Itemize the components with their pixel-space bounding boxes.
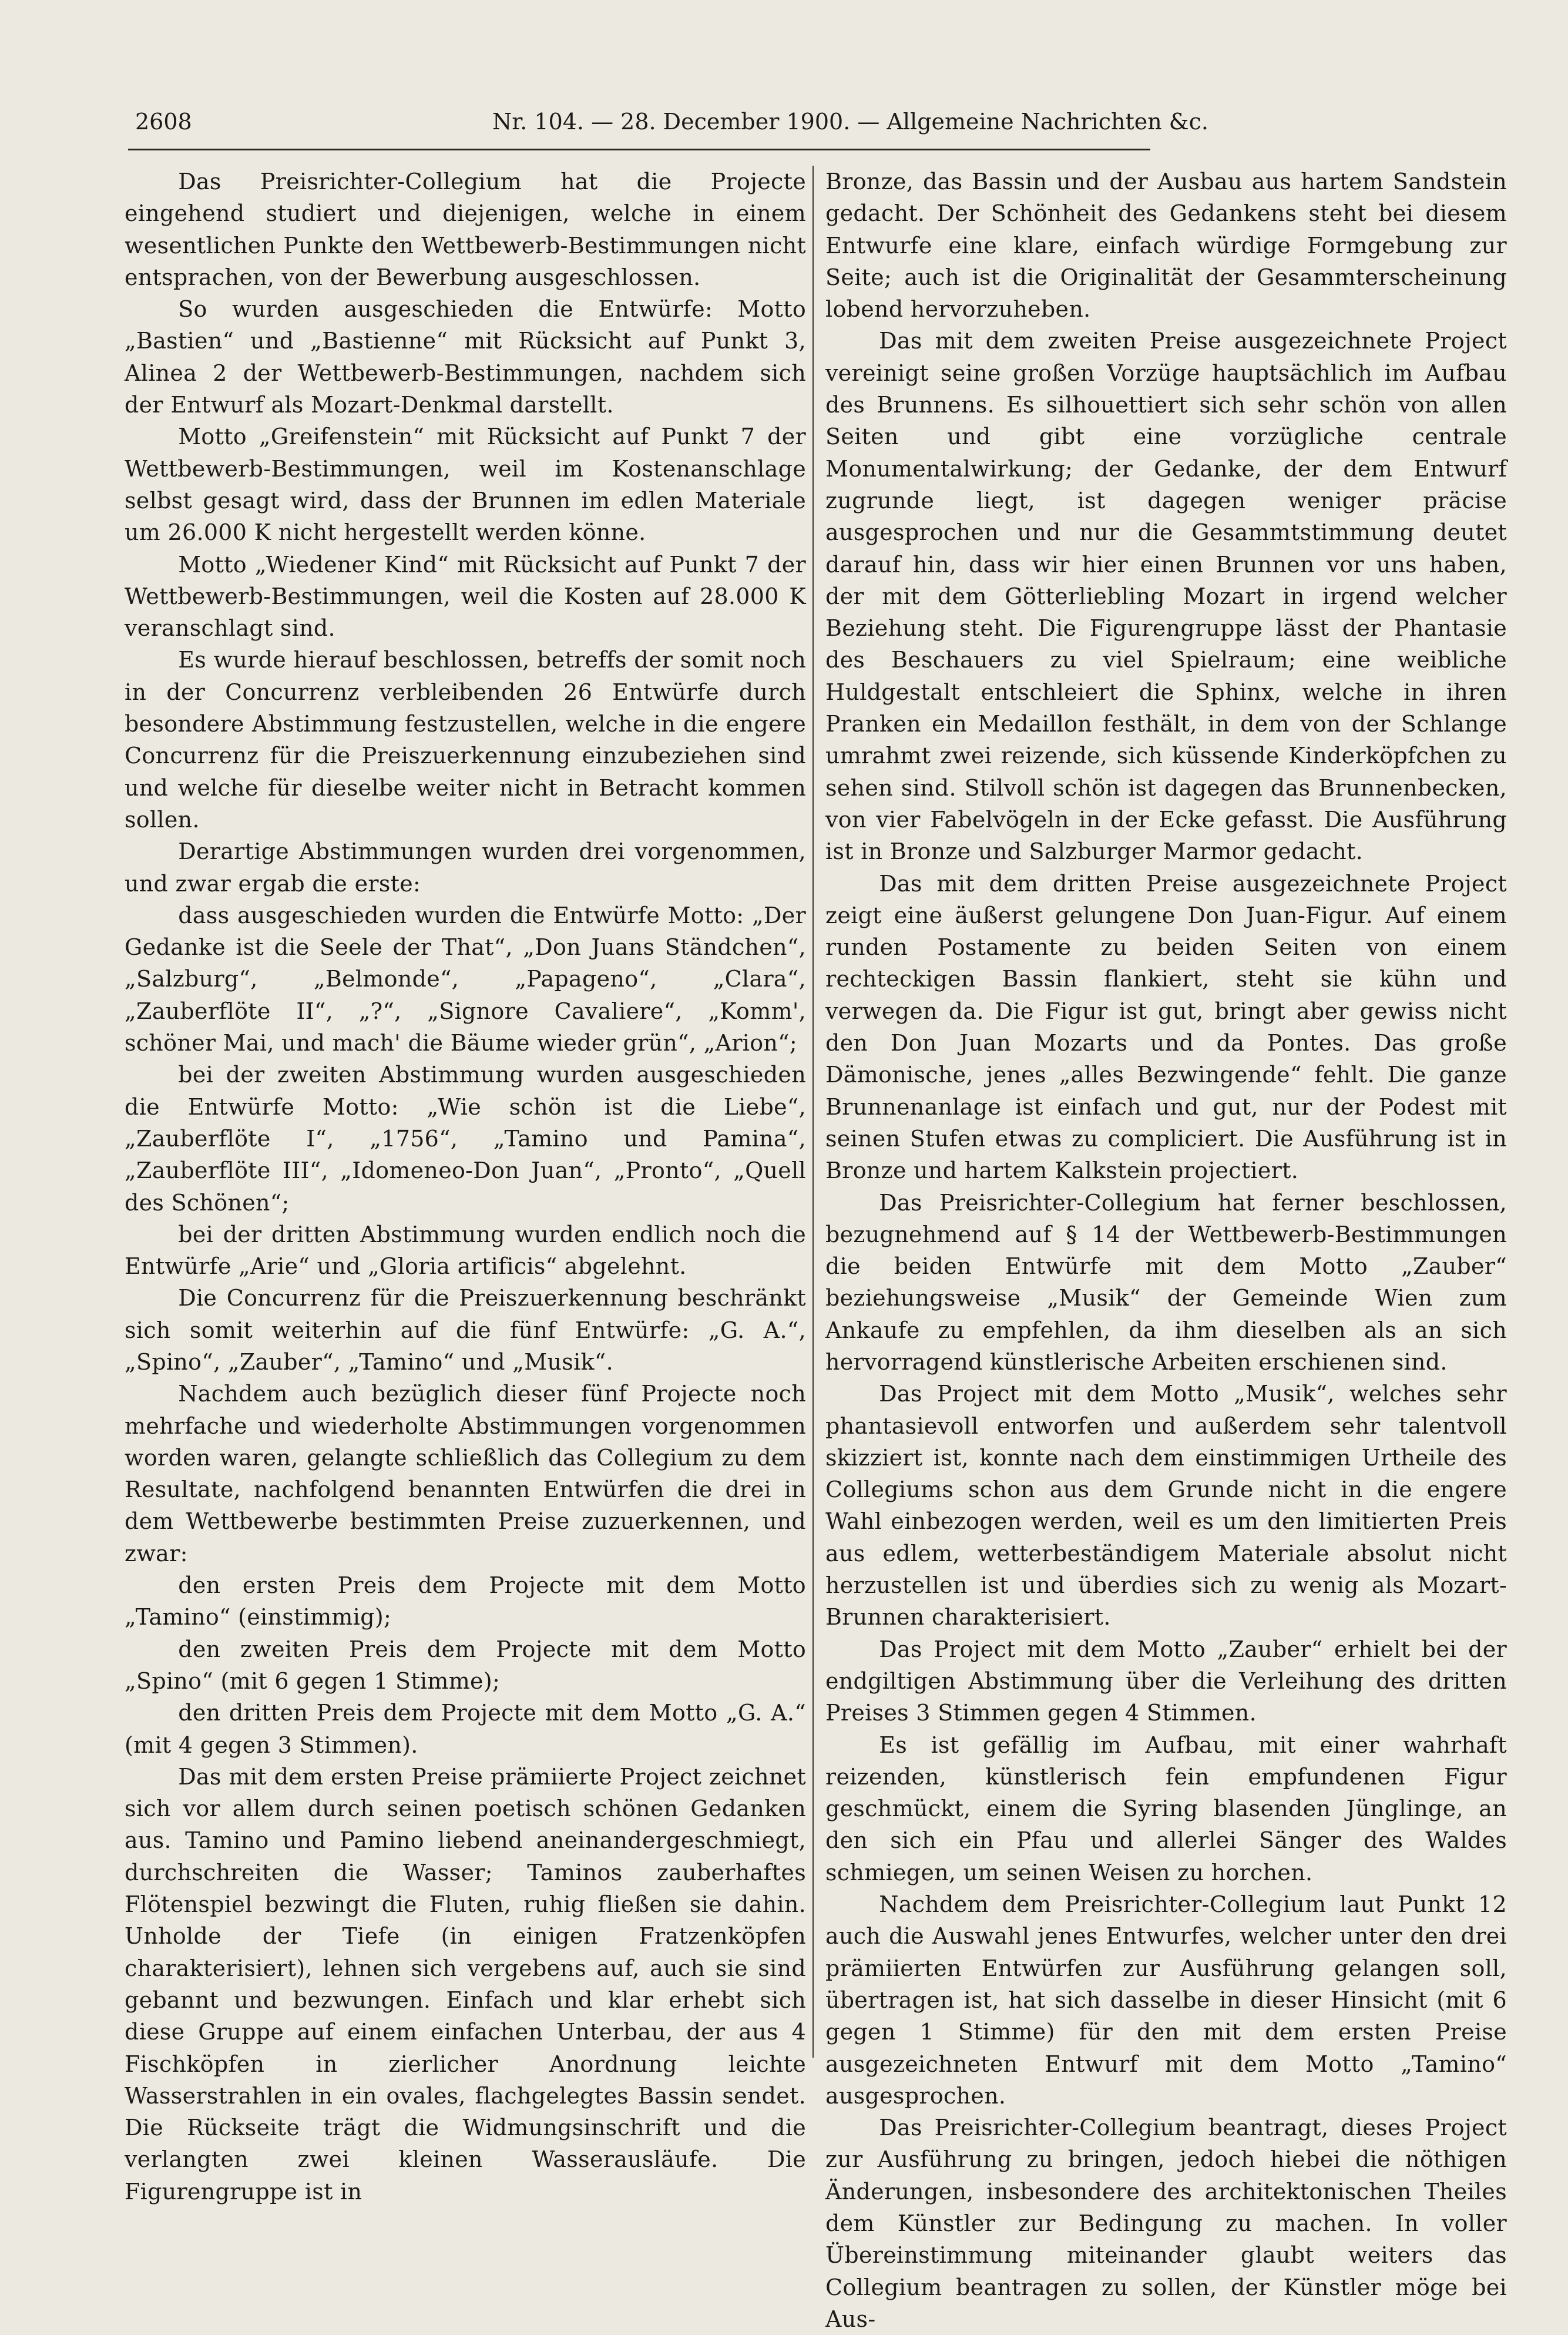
paragraph: Das Preisrichter-Collegium beantragt, dieses Project zur Ausführung zu bringen, jedoch hiebei die nöthigen Änderungen, insbesondere des architektonischen Theiles dem Künstler zur Bedingung zu machen. In voller Übereinstimmung miteinander glaubt weiters das Collegium beantragen zu sollen, der Künstler möge bei Aus- xyxy=(825,2115,1507,2332)
paragraph: Das Preisrichter-Collegium hat die Projecte eingehend studiert und diejenigen, welche in einem wesentlichen Punkte den Wettbewerb-Bestimmungen nicht entsprachen, von der Bewerbung ausgeschlossen. xyxy=(125,169,806,290)
paragraph: bei der zweiten Abstimmung wurden ausgeschieden die Entwürfe Motto: „Wie schön ist die Liebe“, „Zauberflöte I“, „1756“, „Tamino und Pamina“, „Zauberflöte III“, „Idomeneo-Don Juan“, „Pronto“, „Quell des Schönen“; xyxy=(125,1062,806,1216)
paragraph: Das mit dem ersten Preise prämiierte Project zeichnet sich vor allem durch seinen poetisch schönen Gedanken aus. Tamino und Pamino liebend aneinandergeschmiegt, durchschreiten die Wasser; Taminos zauberhaftes Flötenspiel bezwingt die Fluten, ruhig fließen sie dahin. Unholde der Tiefe (in einigen Fratzenköpfen charakterisiert), lehnen sich vergebens auf, auch sie sind gebannt und bezwungen. Einfach und klar erhebt sich diese Gruppe auf einem einfachen Unterbau, der aus 4 Fischköpfen in zierlicher Anordnung leichte Wasserstrahlen in ein ovales, flachgelegtes Bassin sendet. Die Rückseite trägt die Widmungsinschrift und die verlangten zwei kleinen Wasserausläufe. Die Figurengruppe ist in xyxy=(125,1763,806,2205)
header-rule xyxy=(128,149,1150,150)
running-title: Nr. 104. — 28. December 1900. — Allgemeine Nachrichten &c. xyxy=(492,109,1208,135)
page-header xyxy=(128,101,1208,142)
column-divider xyxy=(812,166,814,2058)
paragraph: Nachdem auch bezüglich dieser fünf Projecte noch mehrfache und wiederholte Abstimmungen vorgenommen worden waren, gelangte schließlich das Collegium zu dem Resultate, nachfolgend benannten Entwürfen die drei in dem Wettbewerbe bestimmten Preise zuzuerkennen, und zwar: xyxy=(125,1381,806,1566)
paragraph: Motto „Greifenstein“ mit Rücksicht auf Punkt 7 der Wettbewerb-Bestimmungen, weil im Kostenanschlage selbst gesagt wird, dass der Brunnen im edlen Materiale um 26.000 K nicht hergestellt werden könne. xyxy=(125,424,806,546)
paragraph: bei der dritten Abstimmung wurden endlich noch die Entwürfe „Arie“ und „Gloria artificis“ abgelehnt. xyxy=(125,1221,806,1280)
prize-item: den dritten Preis dem Projecte mit dem Motto „G. A.“ (mit 4 gegen 3 Stimmen). xyxy=(125,1700,806,1758)
page-number: 2608 xyxy=(135,109,192,135)
paragraph: So wurden ausgeschieden die Entwürfe: Motto „Bastien“ und „Bastienne“ mit Rücksicht auf Punkt 3, Alinea 2 der Wettbewerb-Bestimmungen, nachdem sich der Entwurf als Mozart-Denkmal darstellt. xyxy=(125,296,806,418)
paragraph: Nachdem dem Preisrichter-Collegium laut Punkt 12 auch die Auswahl jenes Entwurfes, welcher unter den drei prämiierten Entwürfen zur Ausführung gelangen soll, übertragen ist, hat sich dasselbe in dieser Hinsicht (mit 6 gegen 1 Stimme) für den mit dem ersten Preise ausgezeichneten Entwurf mit dem Motto „Tamino“ ausgesprochen. xyxy=(825,1891,1507,2109)
paragraph: Das mit dem dritten Preise ausgezeichnete Project zeigt eine äußerst gelungene Don Juan-Figur. Auf einem runden Postamente zu beiden Seiten von einem rechteckigen Bassin flankiert, steht sie kühn und verwegen da. Die Figur ist gut, bringt aber gewiss nicht den Don Juan Mozarts und da Pontes. Das große Dämonische, jenes „alles Bezwingende“ fehlt. Die ganze Brunnenanlage ist einfach und gut, nur der Podest mit seinen Stufen etwas zu compliciert. Die Ausführung ist in Bronze und hartem Kalkstein projectiert. xyxy=(825,870,1507,1184)
paragraph: Es wurde hierauf beschlossen, betreffs der somit noch in der Concurrenz verbleibenden 26 Entwürfe durch besondere Abstimmung festzustellen, welche in die engere Concurrenz für die Preiszuerkennung einzubeziehen sind und welche für dieselbe weiter nicht in Betracht kommen sollen. xyxy=(125,647,806,833)
left-column xyxy=(125,166,806,2207)
paragraph: Die Concurrenz für die Preiszuerkennung beschränkt sich somit weiterhin auf die fünf Entwürfe: „G. A.“, „Spino“, „Zauber“, „Tamino“ und „Musik“. xyxy=(125,1285,806,1375)
paragraph: Das Project mit dem Motto „Zauber“ erhielt bei der endgiltigen Abstimmung über die Verleihung des dritten Preises 3 Stimmen gegen 4 Stimmen. xyxy=(825,1636,1507,1726)
paragraph: Das mit dem zweiten Preise ausgezeichnete Project vereinigt seine großen Vorzüge hauptsächlich im Aufbau des Brunnens. Es silhouettiert sich sehr schön von allen Seiten und gibt eine vorzügliche centrale Monumentalwirkung; der Gedanke, der dem Entwurf zugrunde liegt, ist dagegen weniger präcise ausgesprochen und nur die Gesammtstimmung deutet darauf hin, dass wir hier einen Brunnen vor uns haben, der mit dem Götterliebling Mozart in irgend welcher Beziehung steht. Die Figurengruppe lässt der Phantasie des Beschauers zu viel Spielraum; eine weibliche Huldgestalt entschleiert die Sphinx, welche in ihren Pranken ein Medaillon festhält, in dem von der Schlange umrahmt zwei reizende, sich küssende Kinderköpfchen zu sehen sind. Stilvoll schön ist dagegen das Brunnenbecken, von vier Fabelvögeln in der Ecke gefasst. Die Ausführung ist in Bronze und Salzburger Marmor gedacht. xyxy=(825,328,1507,865)
paragraph: Bronze, das Bassin und der Ausbau aus hartem Sandstein gedacht. Der Schönheit des Gedankens steht bei diesem Entwurfe eine klare, einfach würdige Formgebung zur Seite; auch ist die Originalität der Gesammterscheinung lobend hervorzuheben. xyxy=(825,169,1507,323)
paragraph: Motto „Wiedener Kind“ mit Rücksicht auf Punkt 7 der Wettbewerb-Bestimmungen, weil die Kosten auf 28.000 K veranschlagt sind. xyxy=(125,551,806,642)
paragraph: Das Project mit dem Motto „Musik“, welches sehr phantasievoll entworfen und außerdem sehr talentvoll skizziert ist, konnte nach dem einstimmigen Urtheile des Collegiums schon aus dem Grunde nicht in die engere Wahl einbezogen werden, weil es um den limitierten Preis aus edlem, wetterbeständigem Materiale absolut nicht herzustellen ist und überdies sich zu wenig als Mozart-Brunnen charakterisiert. xyxy=(825,1381,1507,1631)
paragraph: Das Preisrichter-Collegium hat ferner beschlossen, bezugnehmend auf § 14 der Wettbewerb-Bestimmungen die beiden Entwürfe mit dem Motto „Zauber“ beziehungsweise „Musik“ der Gemeinde Wien zum Ankaufe zu empfehlen, da ihm dieselben als an sich hervorragend künstlerische Arbeiten erschienen sind. xyxy=(825,1189,1507,1375)
prize-item: den ersten Preis dem Projecte mit dem Motto „Tamino“ (einstimmig); xyxy=(125,1572,806,1631)
paragraph: Derartige Abstimmungen wurden drei vorgenommen, und zwar ergab die erste: xyxy=(125,838,806,897)
prize-item: den zweiten Preis dem Projecte mit dem Motto „Spino“ (mit 6 gegen 1 Stimme); xyxy=(125,1636,806,1694)
right-column xyxy=(825,166,1507,2335)
paragraph: Es ist gefällig im Aufbau, mit einer wahrhaft reizenden, künstlerisch fein empfundenen Figur geschmückt, einem die Syring blasenden Jünglinge, an den sich ein Pfau und allerlei Sänger des Waldes schmiegen, um seinen Weisen zu horchen. xyxy=(825,1732,1507,1886)
paragraph: dass ausgeschieden wurden die Entwürfe Motto: „Der Gedanke ist die Seele der That“, „Don Juans Ständchen“, „Salzburg“, „Belmonde“, „Papageno“, „Clara“, „Zauberflöte II“, „?“, „Signore Cavaliere“, „Komm', schöner Mai, und mach' die Bäume wieder grün“, „Arion“; xyxy=(125,902,806,1056)
